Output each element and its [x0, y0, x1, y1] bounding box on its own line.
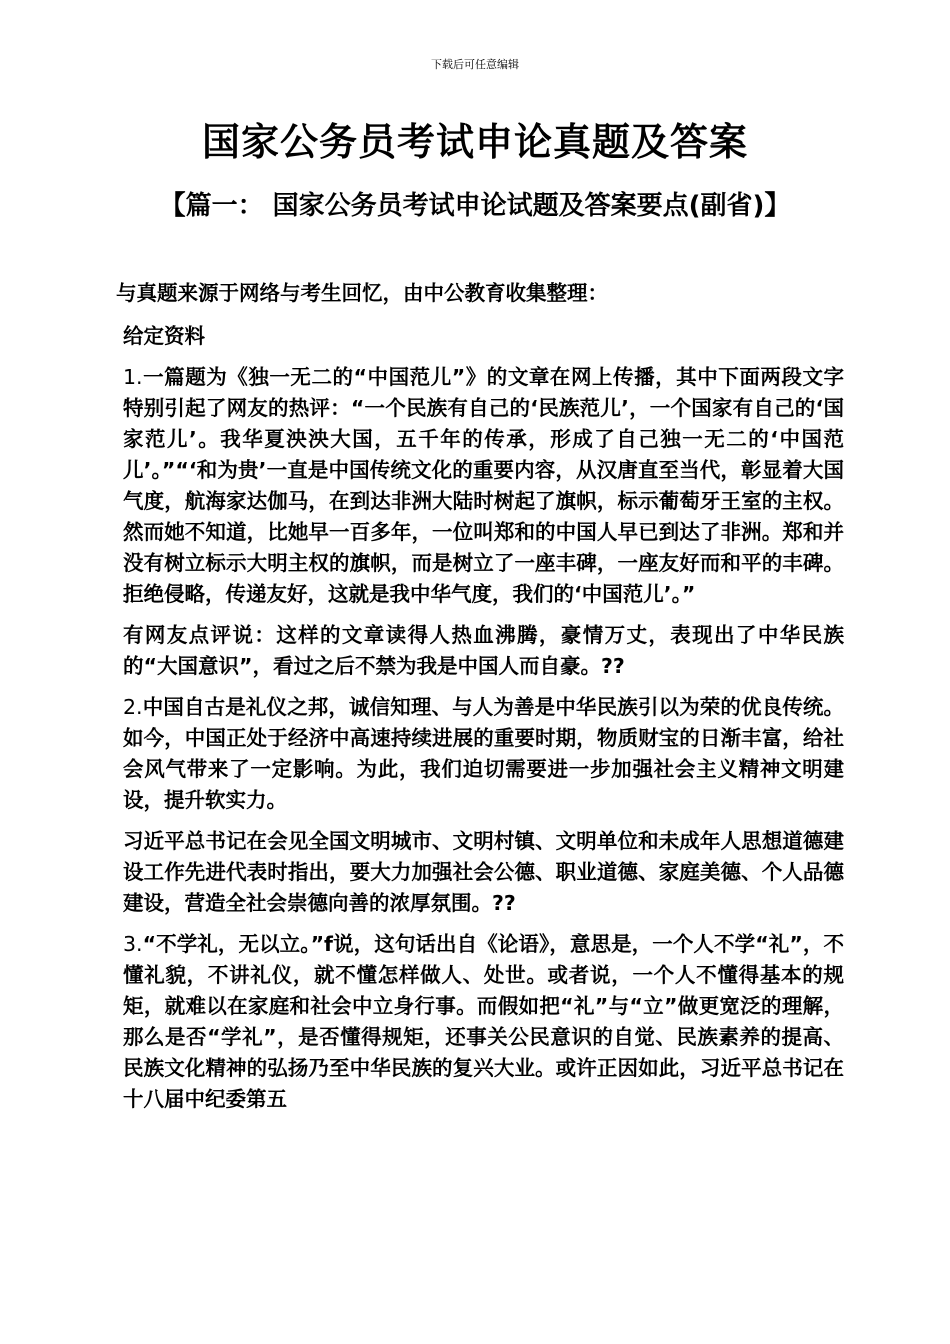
paragraph-text: 习近平总书记在会见全国文明城市、文明村镇、文明单位和未成年人思想道德建设工作先进代表时指出，要大力加强社会公德、职业道德、家庭美德、个人品德建设，营造全社会崇德向善的浓厚氛围。??: [123, 829, 844, 915]
material-paragraph: [116, 620, 844, 682]
paragraph-number: 1.: [123, 365, 143, 389]
paragraph-text: 中国自古是礼仪之邦，诚信知理、与人为善是中华民族引以为荣的优良传统。如今，中国正处于经济中高速持续进展的重要时期，物质财宝的日渐丰富，给社会风气带来了一定影响。为此，我们迫切需要进一步加强社会主义精神文明建设，提升软实力。: [123, 695, 844, 812]
paragraph-text: 一篇题为《独一无二的“中国范儿”》的文章在网上传播，其中下面两段文字特别引起了网友的热评：“一个民族有自己的‘民族范儿’，一个国家有自己的‘国家范儿’。我华夏泱泱大国，五千年的传承，形成了自己独一无二的‘中国范儿’。”“‘和为贵’一直是中国传统文化的重要内容，从汉唐直至当代，彰显着大国气度，航海家达伽马，在到达非洲大陆时树起了旗帜，标示葡萄牙王室的主权。然而她不知道，比她早一百多年，一位叫郑和的中国人早已到达了非洲。郑和并没有树立标示大明主权的旗帜，而是树立了一座丰碑，一座友好而和平的丰碑。拒绝侵略，传递友好，这就是我中华气度，我们的‘中国范儿’。”: [123, 365, 844, 606]
paragraph-text: “不学礼，无以立。”f说，这句话出自《论语》，意思是，一个人不学“礼”，不懂礼貌，不讲礼仪，就不懂怎样做人、处世。或者说，一个人不懂得基本的规矩，就难以在家庭和社会中立身行事。而假如把“礼”与“立”做更宽泛的理解，那么是否“学礼”，是否懂得规矩，还事关公民意识的自觉、民族素养的提高、民族文化精神的弘扬乃至中华民族的复兴大业。或许正因如此，习近平总书记在十八届中纪委第五: [123, 932, 844, 1111]
document-body: [116, 278, 844, 1125]
material-paragraph: [116, 692, 844, 816]
document-subtitle: 【篇一： 国家公务员考试申论试题及答案要点(副省)】: [159, 191, 791, 221]
material-paragraph: [116, 826, 844, 919]
document-title: 国家公务员考试申论真题及答案: [201, 120, 748, 164]
paragraph-number: 3.: [123, 932, 143, 956]
material-paragraph: [116, 362, 844, 610]
paragraph-number: 2.: [123, 695, 143, 719]
material-paragraph: [116, 929, 844, 1115]
source-line: 与真题来源于网络与考生回忆，由中公教育收集整理：: [116, 281, 608, 305]
paragraph-text: 有网友点评说：这样的文章读得人热血沸腾，豪情万丈，表现出了中华民族的“大国意识”，看过之后不禁为我是中国人而自豪。??: [123, 623, 844, 678]
given-material-heading: 给定资料: [123, 324, 205, 348]
header-note: 下载后可任意编辑: [431, 58, 519, 71]
